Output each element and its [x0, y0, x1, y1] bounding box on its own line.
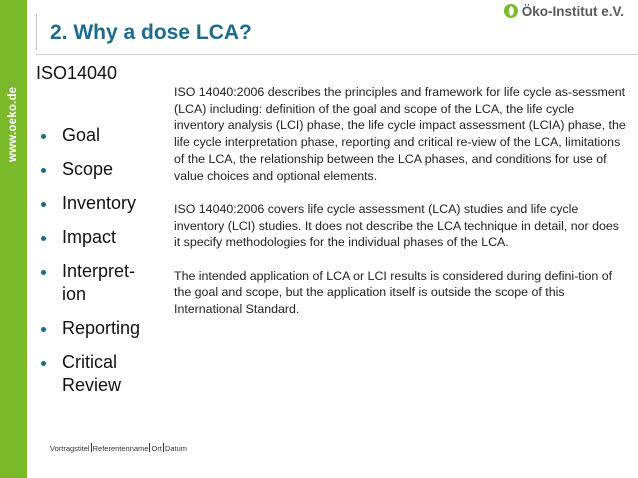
page-title: 2. Why a dose LCA?: [50, 21, 252, 44]
phase-bullet-list: [38, 124, 168, 408]
bullet-text: Goal: [62, 125, 101, 145]
bullet-text: Critical Review: [62, 352, 122, 395]
bullet-item: [38, 124, 168, 147]
bullet-item: [38, 260, 168, 306]
bullet-text: Impact: [62, 227, 117, 247]
footer-separator: [163, 443, 164, 452]
footer-date: Datum: [164, 444, 187, 453]
bullet-item: [38, 226, 168, 249]
bullet-item: [38, 317, 168, 340]
bullet-text: Interpret-ion: [62, 261, 136, 304]
bullet-text: Reporting: [62, 318, 141, 338]
bullet-item: [38, 192, 168, 215]
footer-talk-title: Vortragstitel: [50, 444, 90, 453]
iso-excerpt: [174, 84, 626, 335]
bullet-item: [38, 351, 168, 397]
bullet-dot-icon: [41, 327, 46, 332]
iso-paragraph: The intended application of LCA or LCI results is considered during defini-tion of the goal and scope, but the application itself is outside the scope of this International Standard.: [174, 268, 613, 317]
sidebar-band: [0, 0, 27, 478]
bullet-dot-icon: [41, 168, 46, 173]
bullet-item: [38, 158, 168, 181]
logo-text: Öko-Institut e.V.: [521, 3, 624, 19]
header-divider-horizontal: [36, 54, 638, 55]
section-subtitle: ISO14040: [36, 63, 118, 83]
bullet-dot-icon: [41, 361, 46, 366]
oeko-institut-logo: [503, 2, 624, 20]
bullet-dot-icon: [41, 236, 46, 241]
bullet-dot-icon: [41, 270, 46, 275]
header-divider-vertical: [36, 14, 37, 50]
bullet-dot-icon: [41, 202, 46, 207]
iso-paragraph: ISO 14040:2006 describes the principles and framework for life cycle as-sessment (LCA) including: definition of the goal and scope of the LCA, the life cycle inventory analysis (LCI) phase, the life cycle impact assessment (LCIA) phase, the life cycle interpretation phase, reporting and critical re-view of the LCA, limitations of the LCA, the relationship between the LCA phases, and conditions for use of value choices and optional elements.: [174, 85, 626, 183]
bullet-dot-icon: [41, 134, 46, 139]
leaf-logo-icon: [503, 3, 519, 19]
footer: [50, 443, 187, 453]
footer-separator: [91, 443, 92, 452]
bullet-text: Inventory: [62, 193, 137, 213]
footer-place: Ort: [151, 444, 162, 453]
iso-paragraph: ISO 14040:2006 covers life cycle assessment (LCA) studies and life cycle inventory (LCI) studies. It does not describe the LCA technique in detail, nor does it specify methodologies for the individual phases of the LCA.: [174, 201, 619, 250]
footer-speaker: Referentenname: [92, 444, 149, 453]
bullet-text: Scope: [62, 159, 114, 179]
sidebar-website-text: www.oeko.de: [7, 86, 19, 162]
